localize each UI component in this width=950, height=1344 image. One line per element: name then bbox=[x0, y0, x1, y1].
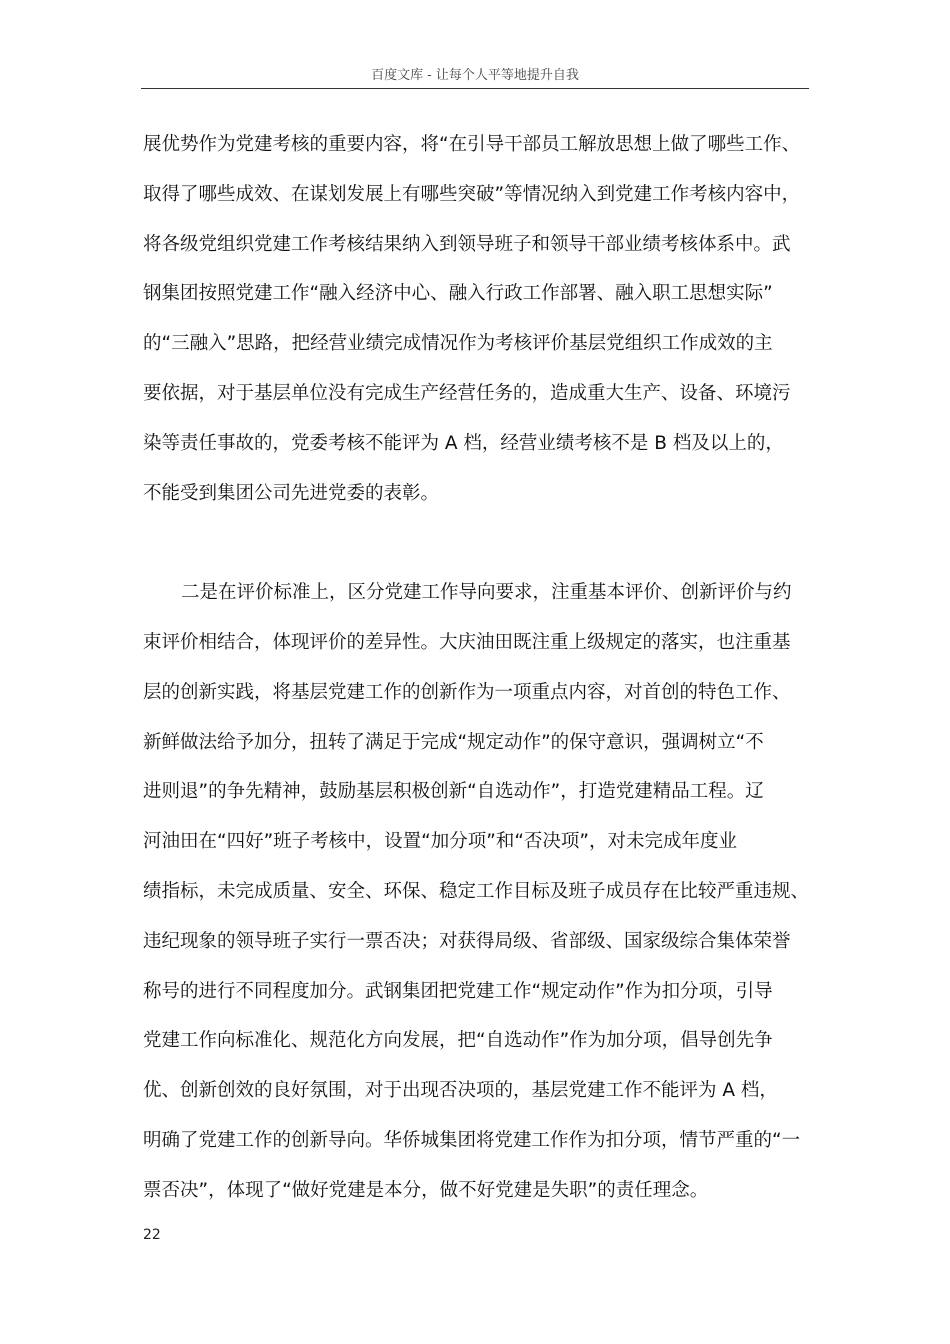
text-line: 的“三融入”思路，把经营业绩完成情况作为考核评价基层党组织工作成效的主 bbox=[143, 333, 773, 355]
text-line: 束评价相结合，体现评价的差异性。大庆油田既注重上级规定的落实，也注重基 bbox=[143, 631, 791, 653]
text-line: 不能受到集团公司先进党委的表彰。 bbox=[143, 482, 440, 504]
body-text bbox=[143, 120, 809, 1216]
header-divider bbox=[141, 88, 809, 89]
text-line: 党建工作向标准化、规范化方向发展，把“自选动作”作为加分项，倡导创先争 bbox=[143, 1030, 773, 1052]
text-line: 票否决”，体现了“做好党建是本分，做不好党建是失职”的责任理念。 bbox=[143, 1179, 709, 1201]
paragraph-gap bbox=[143, 518, 809, 568]
paragraph-1 bbox=[143, 120, 809, 518]
text-line: 河油田在“四好”班子考核中，设置“加分项”和“否决项”，对未完成年度业 bbox=[143, 831, 738, 853]
paragraph-2 bbox=[143, 568, 809, 1215]
text-line: 二是在评价标准上，区分党建工作导向要求，注重基本评价、创新评价与约 bbox=[181, 582, 792, 604]
text-line: 染等责任事故的，党委考核不能评为 A 档，经营业绩考核不是 B 档及以上的， bbox=[143, 432, 784, 454]
text-line: 将各级党组织党建工作考核结果纳入到领导班子和领导干部业绩考核体系中。武 bbox=[143, 233, 791, 255]
text-line: 新鲜做法给予加分，扭转了满足于完成“规定动作”的保守意识，强调树立“不 bbox=[143, 731, 764, 753]
text-line: 取得了哪些成效、在谋划发展上有哪些突破”等情况纳入到党建工作考核内容中， bbox=[143, 183, 801, 205]
page-number: 22 bbox=[143, 1227, 161, 1243]
text-line: 层的创新实践，将基层党建工作的创新作为一项重点内容，对首创的特色工作、 bbox=[143, 681, 791, 703]
text-line: 绩指标，未完成质量、安全、环保、稳定工作目标及班子成员存在比较严重违规、 bbox=[143, 880, 809, 902]
text-line: 明确了党建工作的创新导向。华侨城集团将党建工作作为扣分项，情节严重的“一 bbox=[143, 1129, 801, 1151]
text-line: 违纪现象的领导班子实行一票否决；对获得局级、省部级、国家级综合集体荣誉 bbox=[143, 930, 791, 952]
text-line: 钢集团按照党建工作“融入经济中心、融入行政工作部署、融入职工思想实际” bbox=[143, 283, 773, 305]
text-line: 展优势作为党建考核的重要内容，将“在引导干部员工解放思想上做了哪些工作、 bbox=[143, 134, 801, 155]
text-line: 进则退”的争先精神，鼓励基层积极创新“自选动作”，打造党建精品工程。辽 bbox=[143, 781, 764, 803]
text-line: 称号的进行不同程度加分。武钢集团把党建工作“规定动作”作为扣分项，引导 bbox=[143, 980, 773, 1002]
text-line: 要依据，对于基层单位没有完成生产经营任务的，造成重大生产、设备、环境污 bbox=[143, 382, 791, 404]
page-header: 百度文库 - 让每个人平等地提升自我 bbox=[371, 68, 579, 83]
text-line: 优、创新创效的良好氛围，对于出现否决项的，基层党建工作不能评为 A 档， bbox=[143, 1080, 778, 1102]
